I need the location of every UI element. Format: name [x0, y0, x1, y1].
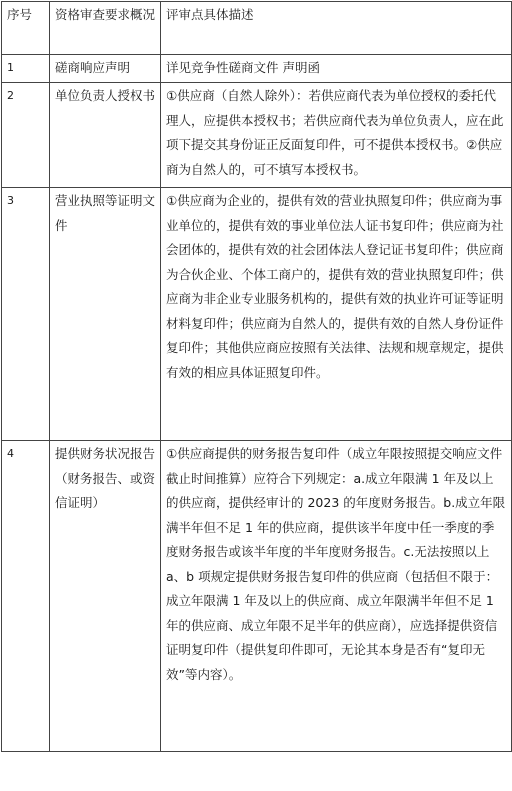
table-row	[2, 441, 512, 752]
table-header-row	[2, 2, 512, 55]
row-description: ①供应商为企业的，提供有效的营业执照复印件；供应商为事业单位的，提供有效的事业单位法人证书复印件；供应商为社会团体的，提供有效的社会团体法人登记证书复印件；供应商为合伙企业、个体工商户的，提供有效的营业执照复印件；供应商为非企业专业服务机构的，提供有效的执业许可证等证明材料复印件；供应商为自然人的，提供有效的自然人身份证件复印件；其他供应商应按照有关法律、法规和规章规定，提供有效的相应具体证照复印件。	[161, 188, 512, 441]
row-serial-number: 1	[2, 55, 50, 83]
table-row	[2, 83, 512, 188]
table-row	[2, 188, 512, 441]
header-requirement-summary: 资格审查要求概况	[50, 2, 161, 55]
row-description: ①供应商提供的财务报告复印件（成立年限按照提交响应文件截止时间推算）应符合下列规定：a.成立年限满 1 年及以上的供应商，提供经审计的 2023 的年度财务报告。b.成立年限满半年但不足 1 年的供应商，提供该半年度中任一季度的季度财务报告或该半年度的半年度财务报告。c.无法按照以上 a、b 项规定提供财务报告复印件的供应商（包括但不限于：成立年限满 1 年及以上的供应商、成立年限满半年但不足 1 年的供应商、成立年限不足半年的供应商），应选择提供资信证明复印件（提供复印件即可，无论其本身是否有“复印无效”等内容）。	[161, 441, 512, 752]
row-description: ①供应商（自然人除外）：若供应商代表为单位授权的委托代理人，应提供本授权书；若供应商代表为单位负责人，应在此项下提交其身份证正反面复印件，可不提供本授权书。②供应商为自然人的，可不填写本授权书。	[161, 83, 512, 188]
header-serial-number: 序号	[2, 2, 50, 55]
row-requirement: 营业执照等证明文件	[50, 188, 161, 441]
row-requirement: 提供财务状况报告（财务报告、或资信证明）	[50, 441, 161, 752]
row-serial-number: 2	[2, 83, 50, 188]
qualification-review-table	[1, 1, 512, 752]
row-serial-number: 4	[2, 441, 50, 752]
row-requirement: 磋商响应声明	[50, 55, 161, 83]
row-description: 详见竞争性磋商文件 声明函	[161, 55, 512, 83]
row-requirement: 单位负责人授权书	[50, 83, 161, 188]
header-evaluation-description: 评审点具体描述	[161, 2, 512, 55]
table-row	[2, 55, 512, 83]
row-serial-number: 3	[2, 188, 50, 441]
